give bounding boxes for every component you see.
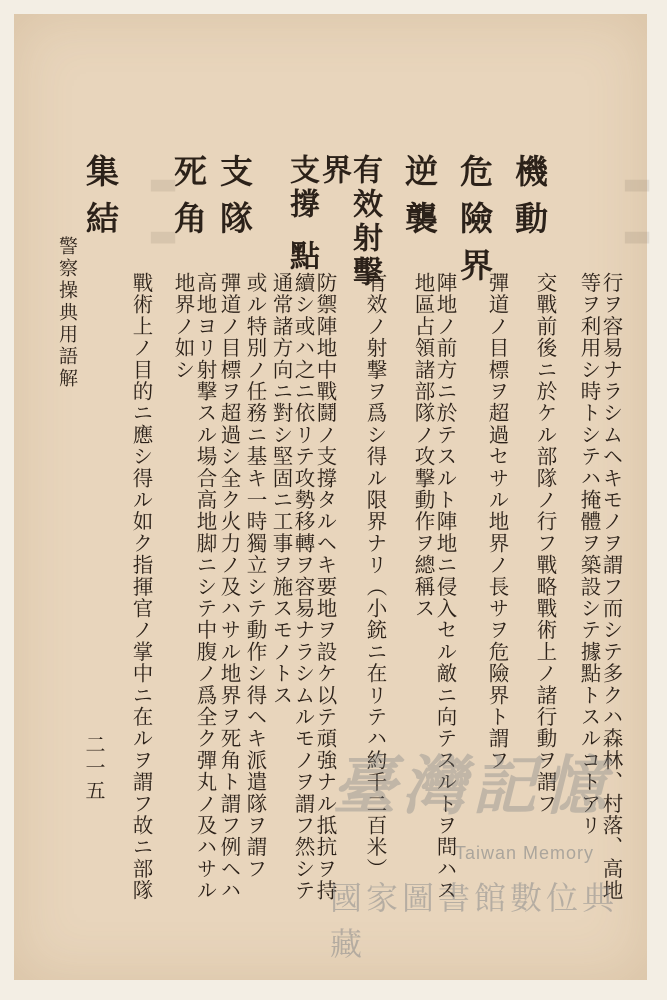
definition-line: 續シ或ハ之ニ依リテ攻勢移轉ヲ容易ナラシムルモノヲ謂フ然シテ (291, 272, 315, 902)
definition-line: 通常諸方向ニ對シ堅固ニ工事ヲ施スモノトス (269, 272, 293, 706)
term-shikaku: 死角 (169, 154, 208, 248)
book-page (14, 14, 656, 980)
definition-line: 或ル特別ノ任務ニ基キ一時獨立シテ動作シ得ヘキ派遣隊ヲ謂フ (243, 272, 267, 880)
term-shi-tai: 支隊 (215, 154, 254, 248)
definition-line: 防禦陣地中戰鬪ノ支撐タルヘキ要地ヲ設ケ以テ頑強ナル抵抗ヲ持 (313, 272, 337, 902)
definition-line: 彈道ノ目標ヲ超過シ全ク火力ノ及ハサル地界ヲ死角ト謂フ例ヘハ (217, 272, 241, 902)
term-shisho-line1: 支撐 (284, 154, 319, 222)
term-shuketsu: 集結 (81, 154, 120, 248)
term-gyakushu: 逆襲 (400, 154, 439, 248)
definition-line: 有效ノ射撃ヲ爲シ得ル限界ナリ（小銃ニ在リテハ約千二百米） (363, 272, 387, 880)
definition-line: 行ヲ容易ナラシムヘキモノヲ謂フ而シテ多クハ森林、村落、高地 (599, 272, 623, 902)
definition-line: 等ヲ利用シ時トシテハ掩體ヲ築設シテ據點トスルコトアリ (577, 272, 601, 837)
term-shisho-line2: 點 (284, 240, 319, 274)
running-header: 警察操典用語解 (56, 236, 78, 390)
definition-line: 地界ノ如シ (171, 272, 195, 381)
watermark-english: Taiwan Memory (455, 843, 595, 863)
definition-line: 彈道ノ目標ヲ超過セサル地界ノ長サヲ危險界ト謂フ (485, 272, 509, 772)
term-yuko-line1: 有效射擊 (347, 154, 382, 290)
definition-line: 陣地ノ前方ニ於テスルト陣地ニ侵入セル敵ニ向テスルトヲ問ハス (433, 272, 457, 902)
watermark-subtitle: 國家圖書館數位典藏 (330, 879, 619, 963)
definition-line: 戰術上ノ目的ニ應シ得ル如ク指揮官ノ掌中ニ在ルヲ謂フ故ニ部隊 (129, 272, 153, 902)
definition-line: 地區占領諸部隊ノ攻撃動作ヲ總稱ス (411, 272, 435, 620)
bleed-through-text: ▬▬ (618, 164, 656, 268)
page-number: 二一五 (82, 734, 106, 803)
watermark-logo-text: 臺灣記憶 (332, 749, 612, 824)
definition-line: 交戰前後ニ於ケル部隊ノ行フ戰略戰術上ノ諸行動ヲ謂フ (533, 272, 557, 815)
term-kiken-kai: 危險界 (455, 154, 494, 295)
term-yuko-line2: 界 (316, 154, 351, 188)
term-kidou: 機動 (510, 154, 549, 248)
definition-line: 高地ヨリ射撃スル場合高地脚ニシテ中腹ノ爲全ク彈丸ノ及ハサル (193, 272, 217, 902)
bleed-through-text: ▬▬ (144, 164, 182, 268)
